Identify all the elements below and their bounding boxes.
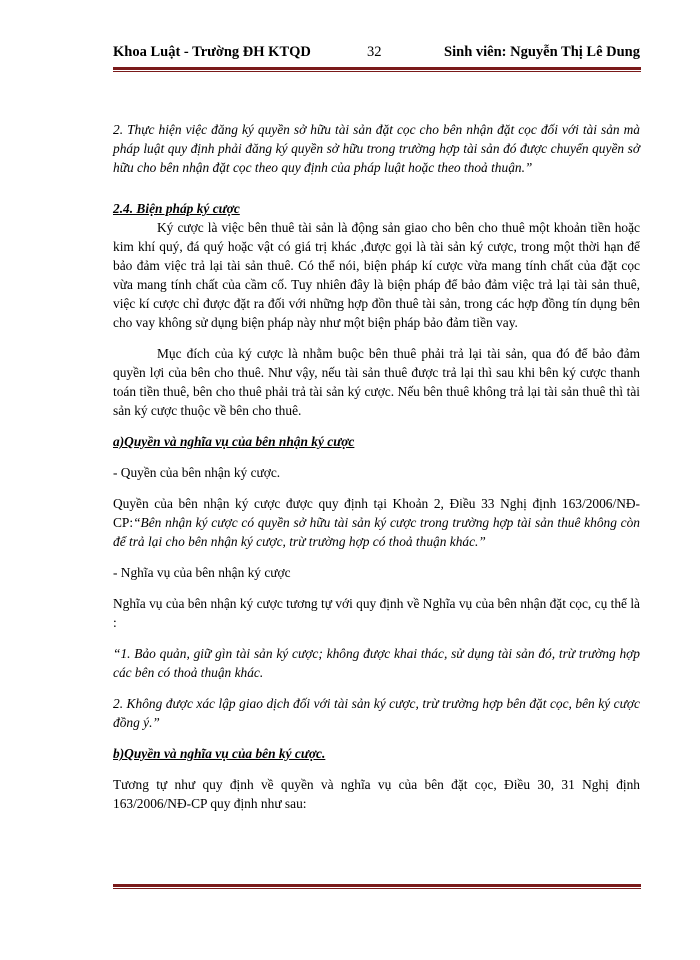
paragraph-deposit-obligation-2: 2. Thực hiện việc đăng ký quyền sở hữu tài sản đặt cọc cho bên nhận đặt cọc đối với tài sản mà pháp luật quy định phải đăng ký quyền sở hữu trong trường hợp tài sản đó được chuyển quyền sở hữu cho bên nhận đặt cọc theo quy định của pháp luật hoặc theo thoả thuận.” [113,122,640,175]
paragraph-obligation-intro: Nghĩa vụ của bên nhận ký cược tương tự với quy định về Nghĩa vụ của bên nhận đặt cọc, cụ thể là : [113,596,640,630]
paragraph-obligation-1: “1. Bảo quản, giữ gìn tài sản ký cược; không được khai thác, sử dụng tài sản đó, trừ trường hợp các bên có thoả thuận khác. [113,646,640,680]
paragraph-definition: Ký cược là việc bên thuê tài sản là động sản giao cho bên cho thuê một khoản tiền hoặc kim khí quý, đá quý hoặc vật có giá trị khác ,được gọi là tài sản ký cược, trong một thời hạn để bảo đảm việc trả lại tài sản thuê. Có thể nói, biện pháp kí cược vừa mang tính chất của đặt cọc vừa mang tính chất của cầm cố. Tuy nhiên đây là biện pháp để bảo đảm việc trả lại tài sản thuê, việc kí cược chỉ được đặt ra đối với những hợp đồn thuê tài sản, trong các hợp đồng tín dụng bên cho vay không sử dụng biện pháp này như một biện pháp bảo đảm tiền vay. [113,220,640,330]
header-student: Sinh viên: Nguyễn Thị Lê Dung [444,44,640,60]
paragraph-purpose: Mục đích của ký cược là nhằm buộc bên thuê phải trả lại tài sản, qua đó để bảo đảm quyền lợi của bên cho thuê. Như vậy, nếu tài sản thuê được trả lại thì sau khi bên ký cược thanh toán tiền thuê, bên cho thuê phải trả tài sản ký cược. Nếu bên thuê không trả lại tài sản thuê thì tài sản ký cược thuộc về bên cho thuê. [113,346,640,418]
subheading-b: b)Quyền và nghĩa vụ của bên ký cược. [113,746,326,761]
rights-quote: “Bên nhận ký cược có quyền sở hữu tài sản ký cược trong trường hợp tài sản thuê không còn để trả lại cho bên nhận ký cược, trừ trường hợp có thoả thuận khác.” [113,515,640,549]
paragraph-obligation-2: 2. Không được xác lập giao dịch đối với tài sản ký cược, trừ trường hợp bên đặt cọc, bên ký cược đồng ý.” [113,696,640,730]
header-faculty: Khoa Luật - Trường ĐH KTQD [113,44,311,60]
page-number: 32 [367,44,382,60]
section-heading-2-4: 2.4. Biện pháp ký cược [113,201,240,216]
paragraph-depositor-rights: Tương tự như quy định về quyền và nghĩa vụ của bên đặt cọc, Điều 30, 31 Nghị định 163/2006/NĐ-CP quy định như sau: [113,777,640,811]
paragraph-rights-detail [113,494,640,551]
footer-rule [113,884,641,889]
rights-intro: Quyền của bên nhận ký cược được quy định tại Khoản 2, Điều 33 Nghị định 163/2006/NĐ-CP: [113,496,640,530]
subheading-a: a)Quyền và nghĩa vụ của bên nhận ký cược [113,434,355,449]
page-content [113,120,640,813]
paragraph-obligation-label: - Nghĩa vụ của bên nhận ký cược [113,565,291,580]
paragraph-rights-label: - Quyền của bên nhận ký cược. [113,465,281,480]
header-rule [113,67,641,72]
